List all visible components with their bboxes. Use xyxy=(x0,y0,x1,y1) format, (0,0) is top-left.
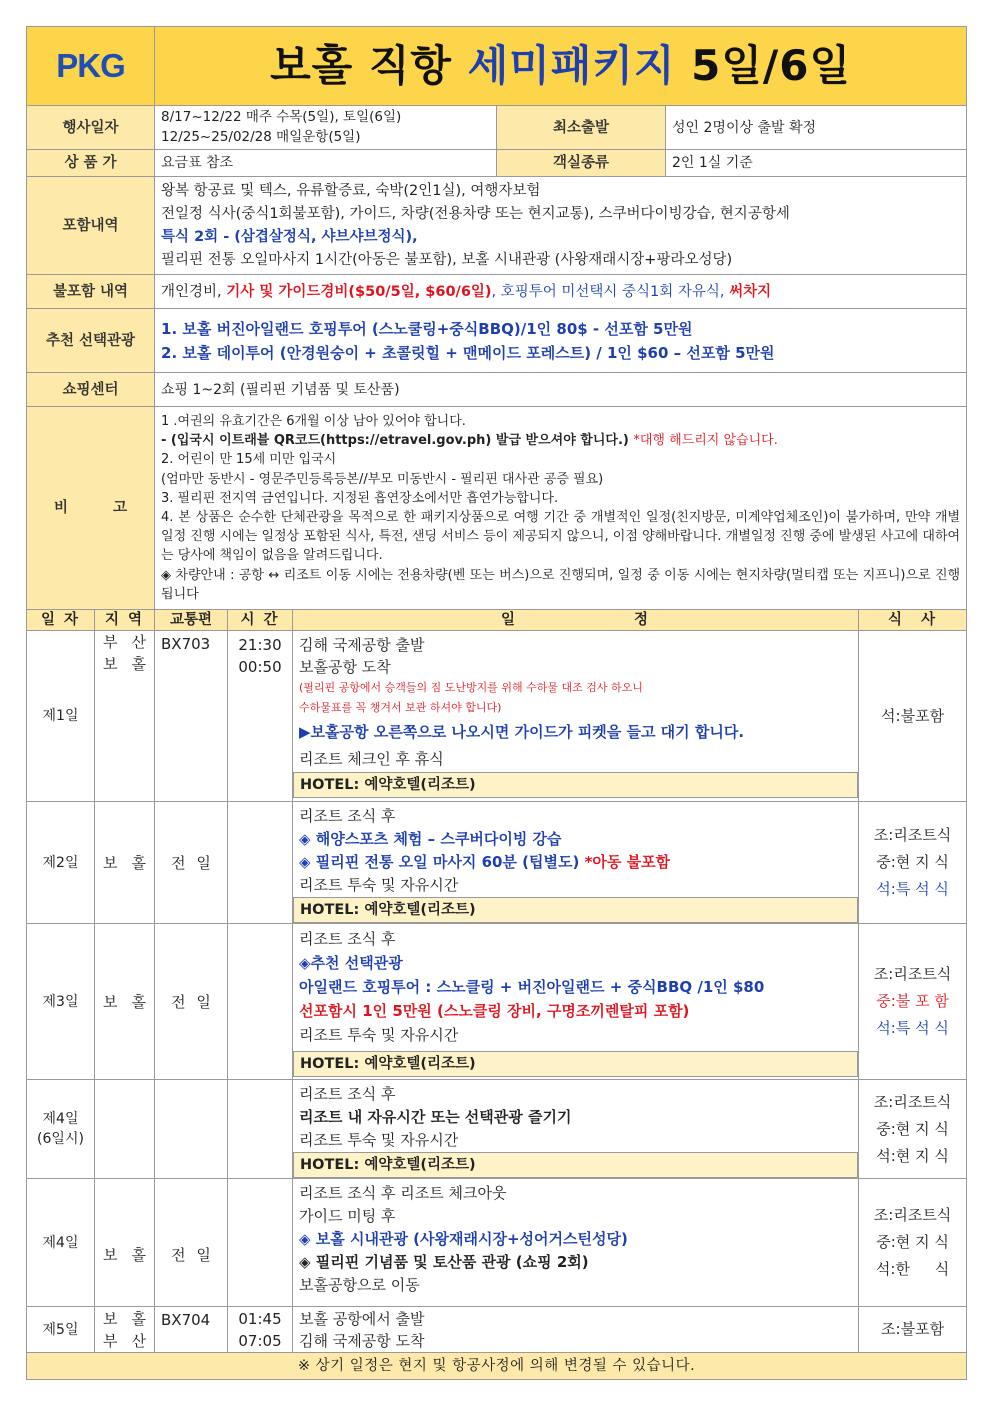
day5-meal: 조:불포함 xyxy=(859,1307,967,1353)
day5-schedule: 보홀 공항에서 출발 김해 국제공항 도착 xyxy=(293,1307,859,1353)
day3-meal: 조:리조트식 중:불 포 함 석:특 석 식 xyxy=(859,924,967,1080)
day2-hotel: HOTEL: 예약호텔(리조트) xyxy=(293,897,858,923)
depart-value: 8/17~12/22 매주 수목(5일), 토일(6일) 12/25~25/02/28 매일운항(5일) xyxy=(155,106,497,150)
itinerary-sheet xyxy=(26,26,966,1380)
footer-note: ※ 상기 일정은 현지 및 항공사정에 의해 변경될 수 있습니다. xyxy=(27,1353,967,1380)
room-label: 객실종류 xyxy=(497,150,666,177)
col-meal: 식 사 xyxy=(859,610,967,631)
col-region: 지 역 xyxy=(95,610,155,631)
day1-region: 부 산 보 홀 xyxy=(95,631,155,802)
day2-transport: 전 일 xyxy=(155,802,228,924)
day1-row xyxy=(27,631,967,802)
optional-tours-value: 1. 보홀 버진아일랜드 호핑투어 (스노쿨링+중식BBQ)/1인 80$ - 선포함 5만원 2. 보홀 데이투어 (안경원숭이 + 초콜릿힐 + 맨메이드 포레스트) / 1인 $60 – 선포함 5만원 xyxy=(155,309,967,373)
min-label: 최소출발 xyxy=(497,106,666,150)
day4-6day-label: 제4일 (6일시) xyxy=(27,1080,95,1179)
day4-schedule: 리조트 조식 후 리조트 체크아웃 가이드 미팅 후 ◈ 보홀 시내관광 (사왕재래시장+성어거스틴성당) ◈ 필리핀 기념품 및 토산품 관광 (쇼핑 2회) 보홀공항으로 이동 xyxy=(293,1179,859,1307)
day4-6day-row xyxy=(27,1080,967,1179)
col-schedule: 일 정 xyxy=(293,610,859,631)
col-transport: 교통편 xyxy=(155,610,228,631)
day2-time xyxy=(228,802,293,924)
depart-label: 행사일자 xyxy=(27,106,155,150)
day3-transport: 전 일 xyxy=(155,924,228,1080)
day4-6day-time xyxy=(228,1080,293,1179)
itinerary-table xyxy=(26,26,967,1380)
footer-row xyxy=(27,1353,967,1380)
included-row xyxy=(27,177,967,275)
excluded-label: 불포함 내역 xyxy=(27,275,155,309)
day4-6day-meal: 조:리조트식 중:현 지 식 석:현 지 식 xyxy=(859,1080,967,1179)
included-label: 포함내역 xyxy=(27,177,155,275)
shopping-row xyxy=(27,373,967,407)
day4-6day-hotel: HOTEL: 예약호텔(리조트) xyxy=(293,1152,858,1178)
room-value: 2인 1실 기준 xyxy=(666,150,967,177)
price-label: 상 품 가 xyxy=(27,150,155,177)
day2-label: 제2일 xyxy=(27,802,95,924)
day5-time: 01:45 07:05 xyxy=(228,1307,293,1353)
day4-label: 제4일 xyxy=(27,1179,95,1307)
col-day: 일 자 xyxy=(27,610,95,631)
day1-flight: BX703 xyxy=(155,631,228,802)
depart-row xyxy=(27,106,967,150)
optional-tours-row xyxy=(27,309,967,373)
pkg-logo: PKG xyxy=(27,27,155,106)
day4-region: 보 홀 xyxy=(95,1179,155,1307)
day2-region: 보 홀 xyxy=(95,802,155,924)
day3-time xyxy=(228,924,293,1080)
shopping-label: 쇼핑센터 xyxy=(27,373,155,407)
optional-tours-label: 추천 선택관광 xyxy=(27,309,155,373)
day3-label: 제3일 xyxy=(27,924,95,1080)
price-row xyxy=(27,150,967,177)
day4-time xyxy=(228,1179,293,1307)
notes-label: 비 고 xyxy=(27,407,155,610)
day2-schedule: 리조트 조식 후 ◈ 해양스포츠 체험 – 스쿠버다이빙 강습 ◈ 필리핀 전통 오일 마사지 60분 (팁별도) *아동 불포함 리조트 투숙 및 자유시간 HOTEL: 예약호텔(리조트) xyxy=(293,802,859,924)
col-time: 시 간 xyxy=(228,610,293,631)
page-title: 보홀 직항 세미패키지 5일/6일 xyxy=(155,27,967,106)
day3-region: 보 홀 xyxy=(95,924,155,1080)
included-value: 왕복 항공료 및 텍스, 유류할증료, 숙박(2인1실), 여행자보험 전일정 식사(중식1회불포함), 가이드, 차량(전용차량 또는 현지교통), 스쿠버다이빙강습, 현지공항세 특식 2회 - (삼겹살정식, 샤브샤브정식), 필리핀 전통 오일마사지 1시간(아동은 불포함), 보홀 시내관광 (사왕재래시장+팡라오성당) xyxy=(155,177,967,275)
day4-meal: 조:리조트식 중:현 지 식 석:한 식 xyxy=(859,1179,967,1307)
price-value: 요금표 참조 xyxy=(155,150,497,177)
excluded-row xyxy=(27,275,967,309)
day3-hotel: HOTEL: 예약호텔(리조트) xyxy=(293,1051,858,1077)
shopping-value: 쇼핑 1~2회 (필리핀 기념품 및 토산품) xyxy=(155,373,967,407)
day3-row xyxy=(27,924,967,1080)
day5-label: 제5일 xyxy=(27,1307,95,1353)
excluded-value: 개인경비, 기사 및 가이드경비($50/5일, $60/6일), 호핑투어 미선택시 중식1회 자유식, 써차지 xyxy=(155,275,967,309)
day4-transport: 전 일 xyxy=(155,1179,228,1307)
day4-6day-region xyxy=(95,1080,155,1179)
day1-hotel: HOTEL: 예약호텔(리조트) xyxy=(293,772,858,798)
min-value: 성인 2명이상 출발 확정 xyxy=(666,106,967,150)
notes-value: 1 .여권의 유효기간은 6개월 이상 남아 있어야 합니다. - (입국시 이트래블 QR코드(https://etravel.gov.ph) 발급 받으셔야 합니다.) *대행 해드리지 않습니다. 2. 어린이 만 15세 미만 입국시 (엄마만 동반시 - 영문주민등록등본//부모 미동반시 - 필리핀 대사관 공증 필요) 3. 필리핀 전지역 금연입니다. 지정된 흡연장소에서만 흡연가능합니다. 4. 본 상품은 순수한 단체관광을 목적으로 한 패키지상품으로 여행 기간 중 개별적인 일정(친지방문, 미계약업체조인)이 불가하며, 만약 개별일정 진행 시에는 일정상 포함된 식사, 특전, 샌딩 서비스 등이 제공되지 않으니, 이점 양해바랍니다. 개별일정 진행 중에 발생된 사고에 대하여는 당사에 책임이 없음을 알려드립니다. ◈ 차량안내 : 공항 ↔ 리조트 이동 시에는 전용차량(벤 또는 버스)으로 진행되며, 일정 중 이동 시에는 현지차량(멀티캡 또는 지프니)으로 진행됩니다 xyxy=(155,407,967,610)
day4-6day-schedule: 리조트 조식 후 리조트 내 자유시간 또는 선택관광 즐기기 리조트 투숙 및 자유시간 HOTEL: 예약호텔(리조트) xyxy=(293,1080,859,1179)
notes-row xyxy=(27,407,967,610)
day5-flight: BX704 xyxy=(155,1307,228,1353)
day4-row xyxy=(27,1179,967,1307)
day2-row xyxy=(27,802,967,924)
day1-label: 제1일 xyxy=(27,631,95,802)
day1-schedule: 김해 국제공항 출발 보홀공항 도착 (필리핀 공항에서 승객들의 짐 도난방지를 위해 수하물 대조 검사 하오니 수하물표를 꼭 챙겨서 보관 하셔야 합니다) ▶보홀공항 오른쪽으로 나오시면 가이드가 피켓을 들고 대기 합니다. 리조트 체크인 후 휴식 HOTEL: 예약호텔(리조트) xyxy=(293,631,859,802)
day5-region: 보 홀 부 산 xyxy=(95,1307,155,1353)
day5-row xyxy=(27,1307,967,1353)
header-row xyxy=(27,27,967,106)
day3-schedule: 리조트 조식 후 ◈추천 선택관광 아일랜드 호핑투어 : 스노클링 + 버진아일랜드 + 중식BBQ /1인 $80 선포함시 1인 5만원 (스노클링 장비, 구명조끼렌탈피 포함) 리조트 투숙 및 자유시간 HOTEL: 예약호텔(리조트) xyxy=(293,924,859,1080)
day2-meal: 조:리조트식 중:현 지 식 석:특 석 식 xyxy=(859,802,967,924)
day4-6day-transport xyxy=(155,1080,228,1179)
day1-time: 21:30 00:50 xyxy=(228,631,293,802)
day1-meal: 석:불포함 xyxy=(859,631,967,802)
schedule-header-row xyxy=(27,610,967,631)
